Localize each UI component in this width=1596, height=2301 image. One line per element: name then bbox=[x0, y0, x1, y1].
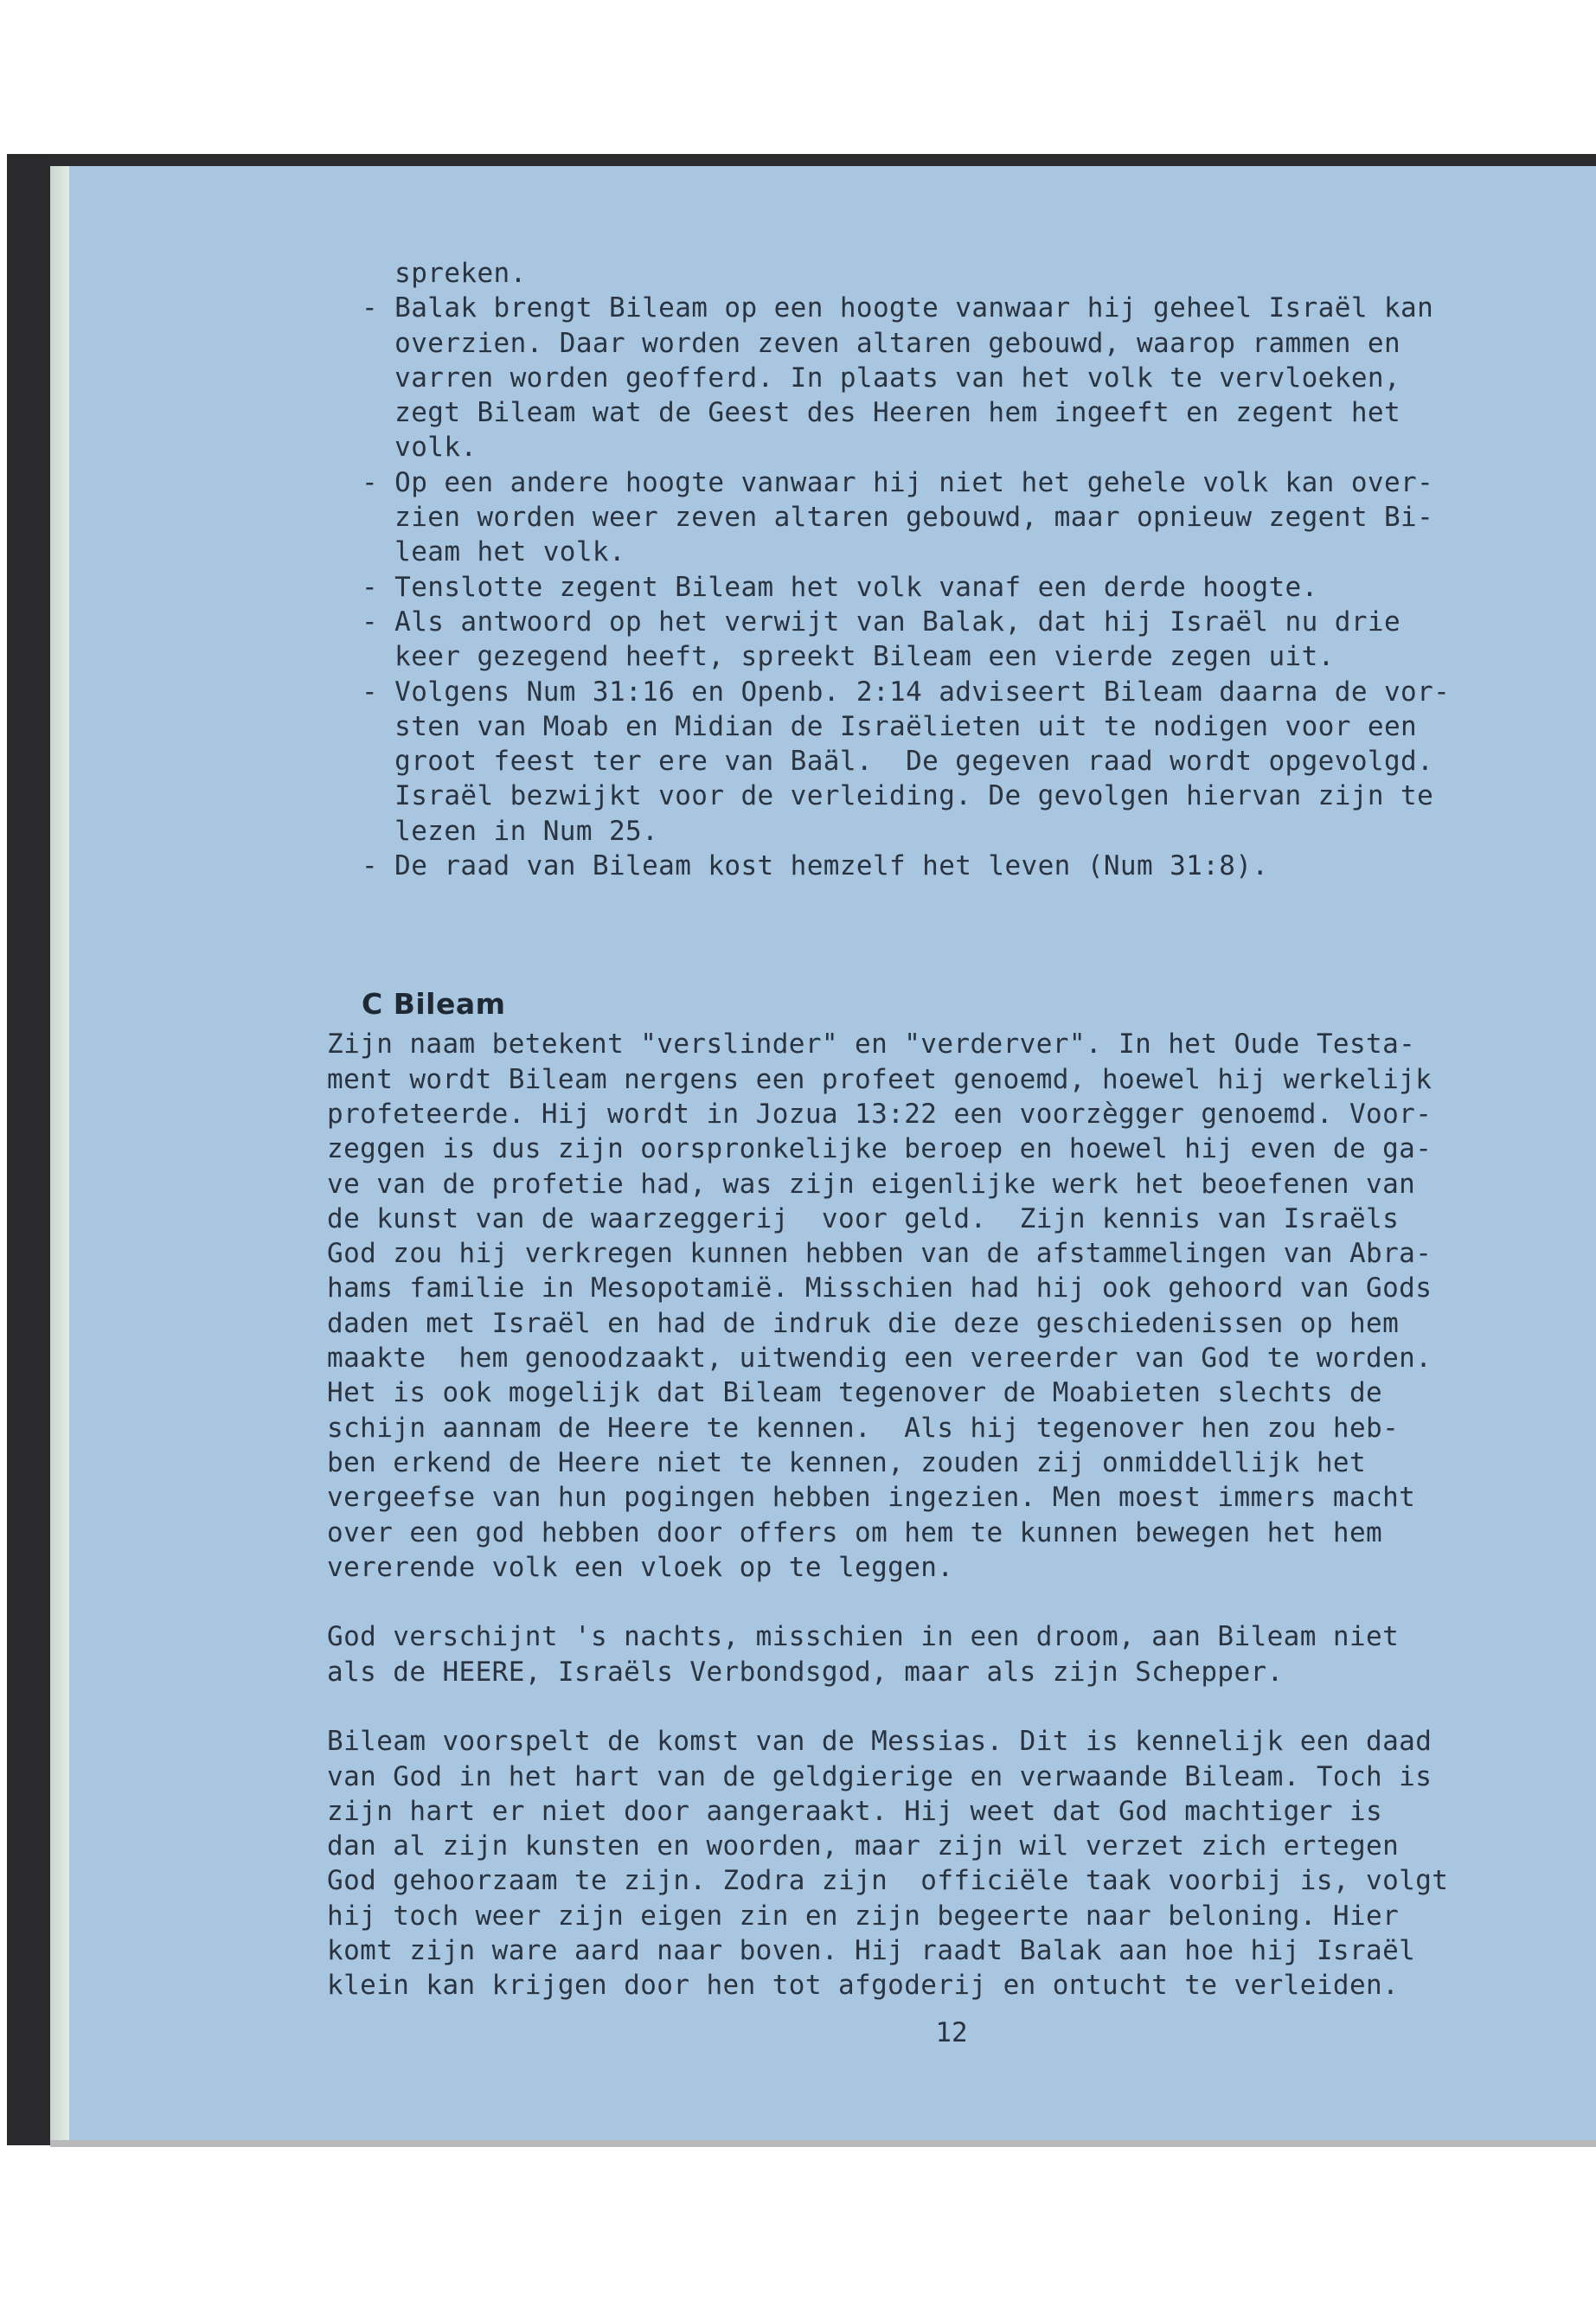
list-line: overzien. Daar worden zeven altaren gebouwd, waarop rammen en bbox=[362, 327, 1401, 359]
text-line: Zijn naam betekent "verslinder" en "verderver". In het Oude Testa- bbox=[327, 1029, 1416, 1061]
text-line: Het is ook mogelijk dat Bileam tegenover de Moabieten slechts de bbox=[327, 1377, 1383, 1409]
list-line: spreken. bbox=[362, 258, 527, 289]
page-content bbox=[327, 256, 1564, 2003]
bottom-edge bbox=[50, 2140, 1596, 2147]
list-line: zien worden weer zeven altaren gebouwd, maar opnieuw zegent Bi- bbox=[362, 502, 1434, 534]
list-line: volk. bbox=[362, 432, 478, 464]
text-line: Bileam voorspelt de komst van de Messias. Dit is kennelijk een daad bbox=[327, 1726, 1433, 1758]
text-line: van God in het hart van de geldgierige en verwaande Bileam. Toch is bbox=[327, 1760, 1433, 1792]
text-line: ben erkend de Heere niet te kennen, zouden zij onmiddellijk het bbox=[327, 1446, 1367, 1478]
top-edge bbox=[50, 154, 1596, 166]
bullet-list bbox=[362, 256, 1564, 883]
list-line: Israël bezwijkt voor de verleiding. De gevolgen hiervan zijn te bbox=[362, 780, 1434, 812]
text-line: zeggen is dus zijn oorspronkelijke beroep en hoewel hij even de ga- bbox=[327, 1133, 1433, 1165]
list-line: - De raad van Bileam kost hemzelf het leven (Num 31:8). bbox=[362, 850, 1269, 882]
list-line: - Op een andere hoogte vanwaar hij niet het gehele volk kan over- bbox=[362, 466, 1434, 498]
list-line: sten van Moab en Midian de Israëlieten uit te nodigen voor een bbox=[362, 710, 1418, 742]
text-line: daden met Israël en had de indruk die deze geschiedenissen op hem bbox=[327, 1307, 1400, 1339]
text-line: hij toch weer zijn eigen zin en zijn begeerte naar beloning. Hier bbox=[327, 1900, 1400, 1932]
text-line: zijn hart er niet door aangeraakt. Hij weet dat God machtiger is bbox=[327, 1795, 1383, 1827]
list-line: - Balak brengt Bileam op een hoogte vanwaar hij geheel Israël kan bbox=[362, 292, 1434, 324]
list-line: lezen in Num 25. bbox=[362, 815, 659, 847]
text-line: klein kan krijgen door hen tot afgoderij en ontucht te verleiden. bbox=[327, 1970, 1400, 2002]
paragraph-1 bbox=[327, 1027, 1564, 2003]
page-edge bbox=[50, 154, 69, 2145]
list-line: keer gezegend heeft, spreekt Bileam een vierde zegen uit. bbox=[362, 641, 1335, 673]
text-line: als de HEERE, Israëls Verbondsgod, maar als zijn Schepper. bbox=[327, 1656, 1284, 1688]
section-heading: C Bileam bbox=[362, 987, 506, 1022]
text-line: ve van de profetie had, was zijn eigenlijke werk het beoefenen van bbox=[327, 1168, 1416, 1200]
list-line: - Als antwoord op het verwijt van Balak, dat hij Israël nu drie bbox=[362, 606, 1401, 638]
text-line: God zou hij verkregen kunnen hebben van de afstammelingen van Abra- bbox=[327, 1238, 1433, 1270]
text-line: ment wordt Bileam nergens een profeet genoemd, hoewel hij werkelijk bbox=[327, 1063, 1433, 1095]
text-line: vererende volk een vloek op te leggen. bbox=[327, 1551, 954, 1583]
text-line: schijn aannam de Heere te kennen. Als hij tegenover hen zou heb- bbox=[327, 1412, 1400, 1444]
list-line: groot feest ter ere van Baäl. De gegeven raad wordt opgevolgd. bbox=[362, 746, 1434, 778]
book-spine bbox=[7, 154, 50, 2145]
text-line: over een god hebben door offers om hem te kunnen bewegen het hem bbox=[327, 1516, 1383, 1548]
list-line: varren worden geofferd. In plaats van het volk te vervloeken, bbox=[362, 362, 1401, 394]
text-line: de kunst van de waarzeggerij voor geld. Zijn kennis van Israëls bbox=[327, 1202, 1400, 1234]
list-line: zegt Bileam wat de Geest des Heeren hem ingeeft en zegent het bbox=[362, 397, 1401, 429]
text-line: profeteerde. Hij wordt in Jozua 13:22 een voorzègger genoemd. Voor- bbox=[327, 1098, 1433, 1130]
list-line: leam het volk. bbox=[362, 536, 626, 568]
text-line: God verschijnt 's nachts, misschien in een droom, aan Bileam niet bbox=[327, 1621, 1400, 1653]
list-line: - Tenslotte zegent Bileam het volk vanaf een derde hoogte. bbox=[362, 571, 1318, 603]
text-line: dan al zijn kunsten en woorden, maar zijn wil verzet zich ertegen bbox=[327, 1830, 1400, 1862]
text-line: hams familie in Mesopotamië. Misschien had hij ook gehoord van Gods bbox=[327, 1272, 1433, 1304]
text-line: maakte hem genoodzaakt, uitwendig een vereerder van God te worden. bbox=[327, 1343, 1433, 1375]
page-number: 12 bbox=[935, 2017, 968, 2048]
text-line: God gehoorzaam te zijn. Zodra zijn officiële taak voorbij is, volgt bbox=[327, 1865, 1449, 1897]
text-line: komt zijn ware aard naar boven. Hij raadt Balak aan hoe hij Israël bbox=[327, 1935, 1416, 1967]
text-line: vergeefse van hun pogingen hebben ingezien. Men moest immers macht bbox=[327, 1482, 1416, 1514]
list-line: - Volgens Num 31:16 en Openb. 2:14 adviseert Bileam daarna de vor- bbox=[362, 676, 1451, 708]
